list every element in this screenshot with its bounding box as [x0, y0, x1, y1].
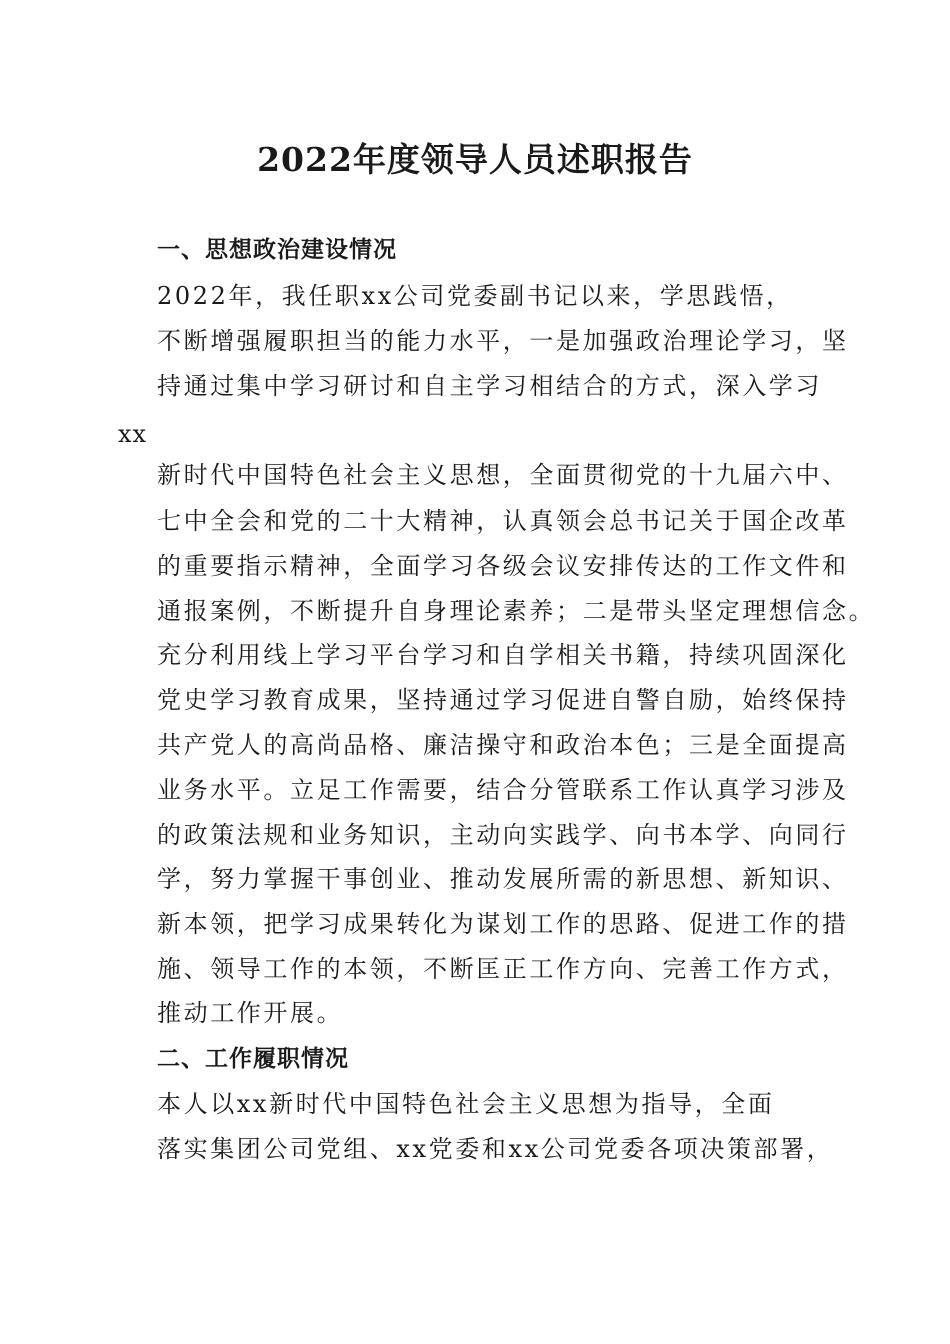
body-line: 业务水平。立足工作需要，结合分管联系工作认真学习涉及: [157, 776, 849, 804]
body-line: 持通过集中学习研讨和自主学习相结合的方式，深入学习: [157, 372, 822, 400]
body-line: 新时代中国特色社会主义思想，全面贯彻党的十九届六中、: [157, 461, 849, 489]
body-line: 共产党人的高尚品格、廉洁操守和政治本色；三是全面提高: [157, 731, 849, 759]
section-heading-2: 二、工作履职情况: [157, 1046, 349, 1072]
body-line: 新本领，把学习成果转化为谋划工作的思路、促进工作的措: [157, 910, 849, 938]
body-line: 充分利用线上学习平台学习和自学相关书籍，持续巩固深化: [157, 641, 849, 669]
body-line: xx: [118, 420, 148, 448]
body-line: 2022年，我任职xx公司党委副书记以来，学思践悟，: [157, 282, 793, 310]
body-line: 党史学习教育成果，坚持通过学习促进自警自励，始终保持: [157, 686, 849, 714]
body-line: 通报案例，不断提升自身理论素养；二是带头坚定理想信念。: [157, 597, 876, 625]
body-line: 的政策法规和业务知识，主动向实践学、向书本学、向同行: [157, 821, 849, 849]
body-line: 施、领导工作的本领，不断匡正工作方向、完善工作方式，: [157, 955, 849, 983]
body-line: 不断增强履职担当的能力水平，一是加强政治理论学习，坚: [157, 327, 849, 355]
body-line: 的重要指示精神，全面学习各级会议安排传达的工作文件和: [157, 552, 849, 580]
body-line: 推动工作开展。: [157, 999, 344, 1027]
body-line: 落实集团公司党组、xx党委和xx公司党委各项决策部署，: [157, 1135, 834, 1163]
body-line: 学，努力掌握干事创业、推动发展所需的新思想、新知识、: [157, 865, 849, 893]
section-heading-1: 一、思想政治建设情况: [157, 237, 397, 263]
document-title: 2022年度领导人员述职报告: [257, 140, 693, 179]
body-line: 七中全会和党的二十大精神，认真领会总书记关于国企改革: [157, 507, 849, 535]
body-line: 本人以xx新时代中国特色社会主义思想为指导，全面: [157, 1090, 775, 1118]
